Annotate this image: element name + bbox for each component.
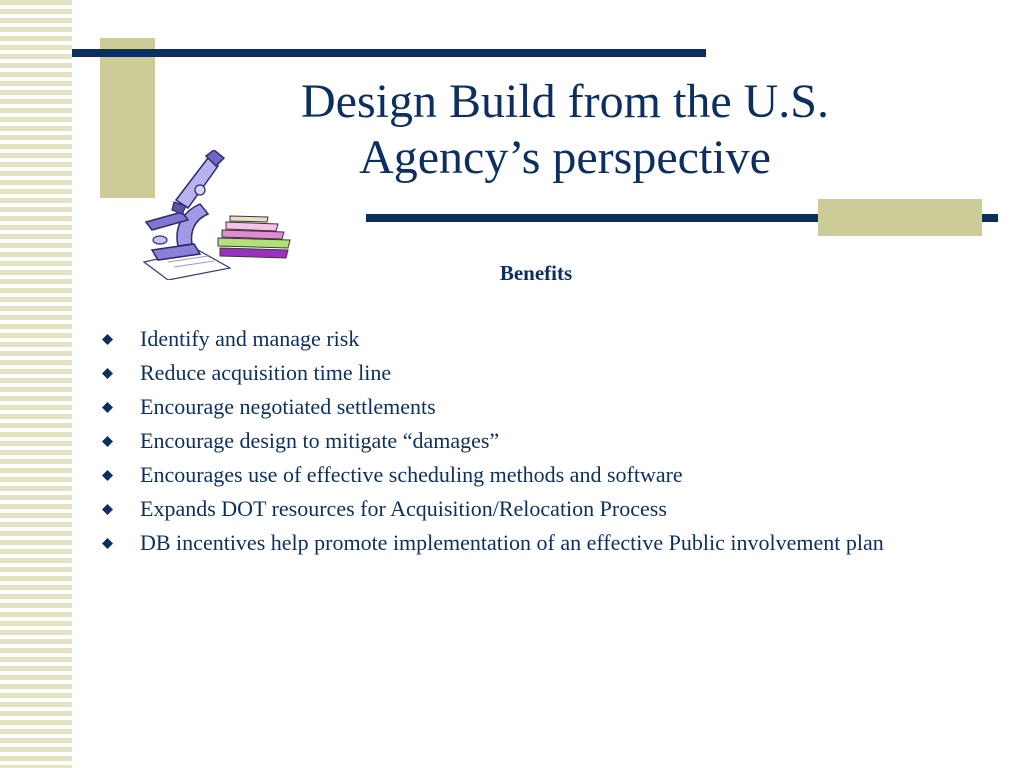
slide-title-line-2: Agency’s perspective	[359, 131, 771, 184]
list-item	[102, 462, 922, 487]
benefits-heading: Benefits	[499, 261, 573, 285]
list-item	[102, 496, 922, 521]
title-top-rule	[72, 49, 706, 57]
list-item	[102, 530, 922, 555]
bullet-text: Reduce acquisition time line	[140, 360, 392, 385]
diamond-bullet-icon	[102, 538, 113, 549]
bullet-text: Expands DOT resources for Acquisition/Relocation Process	[140, 496, 667, 521]
left-stripe-decoration	[0, 0, 72, 768]
microscope-and-books-icon	[138, 150, 302, 280]
diamond-bullet-icon	[102, 470, 113, 481]
slide-title-line-1: Design Build from the U.S.	[301, 75, 829, 128]
bullet-text: DB incentives help promote implementation of an effective Public involvement plan	[140, 530, 884, 555]
diamond-bullet-icon	[102, 402, 113, 413]
tan-accent-block-right	[818, 199, 982, 236]
list-item	[102, 394, 922, 419]
diamond-bullet-icon	[102, 504, 113, 515]
diamond-bullet-icon	[102, 334, 113, 345]
diamond-bullet-icon	[102, 436, 113, 447]
bullet-text: Identify and manage risk	[140, 326, 360, 351]
list-item	[102, 360, 922, 385]
bullet-text: Encourage negotiated settlements	[140, 394, 436, 419]
list-item	[102, 428, 922, 453]
bullet-text: Encourages use of effective scheduling methods and software	[140, 462, 683, 487]
bullet-text: Encourage design to mitigate “damages”	[140, 428, 500, 453]
benefits-list	[102, 326, 922, 564]
list-item	[102, 326, 922, 351]
diamond-bullet-icon	[102, 368, 113, 379]
slide-title	[200, 74, 930, 186]
